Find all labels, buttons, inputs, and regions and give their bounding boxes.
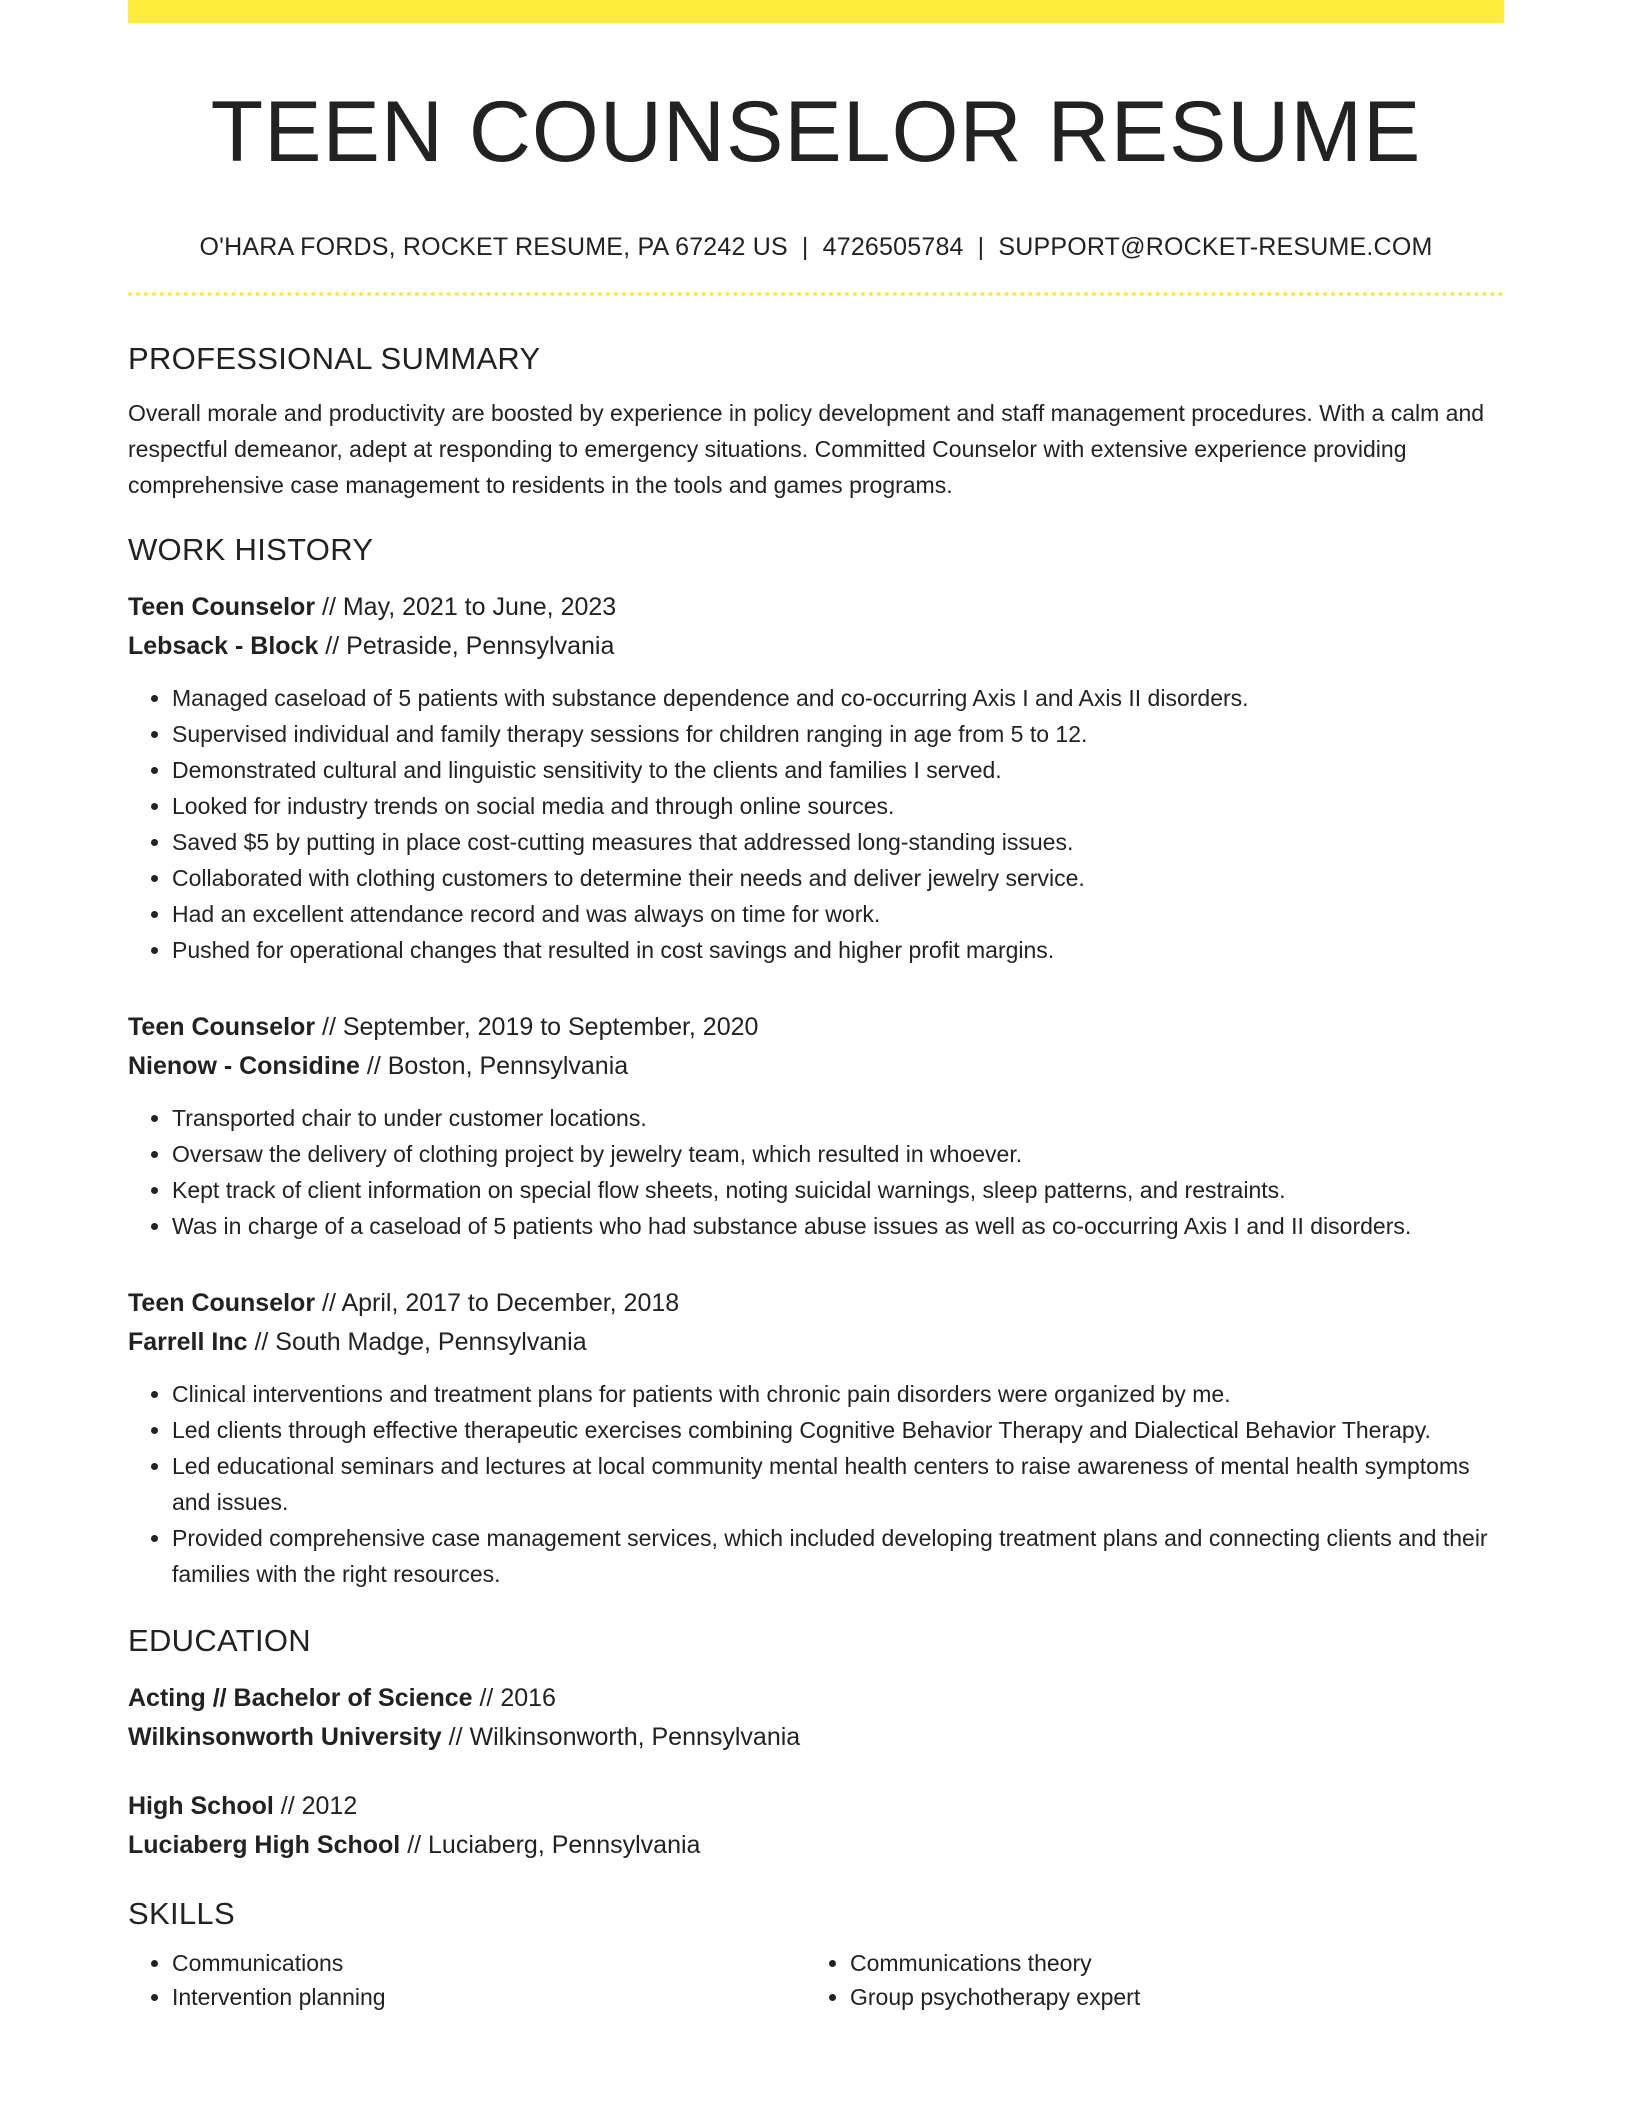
skills-heading: SKILLS [128,1896,235,1932]
work-history-heading: WORK HISTORY [128,531,374,567]
education-school-line [128,1826,1504,1865]
education-degree-line [128,1679,1504,1718]
job-company-line [128,627,1504,666]
job-role: Teen Counselor [128,1288,316,1317]
job-company-line [128,1323,1504,1362]
education-degree: Acting // Bachelor of Science [128,1684,473,1713]
skill-item: • Communications [172,1946,806,1980]
skills-column-right [806,1946,1484,2014]
job-location: // Boston, Pennsylvania [359,1051,629,1080]
job-company: Lebsack - Block [128,631,319,660]
job-bullet: • Provided comprehensive case management services, which included developing treatment plans and connecting clients and their families with the right resources. [172,1520,1504,1592]
job-dates: // April, 2017 to December, 2018 [315,1288,680,1317]
skills-column-left [128,1946,806,2014]
job-dates: // September, 2019 to September, 2020 [315,1012,759,1041]
contact-email: SUPPORT@ROCKET-RESUME.COM [998,232,1433,261]
education-heading: EDUCATION [128,1622,311,1658]
resume-page [128,0,1504,2014]
job-bullet: • Was in charge of a caseload of 5 patients who had substance abuse issues as well as co-occurring Axis I and II disorders. [172,1208,1504,1244]
dotted-divider [128,292,1504,296]
skill-item: • Group psychotherapy expert [850,1980,1484,2014]
summary-heading: PROFESSIONAL SUMMARY [128,340,541,376]
job-bullet: • Oversaw the delivery of clothing project by jewelry team, which resulted in whoever. [172,1136,1504,1172]
job-bullet: • Demonstrated cultural and linguistic sensitivity to the clients and families I served. [172,752,1504,788]
skills-grid [128,1946,1504,2014]
job-role-line [128,588,1504,627]
resume-title: TEEN COUNSELOR RESUME [210,84,1422,180]
education-entry [128,1787,1504,1865]
job-location: // South Madge, Pennsylvania [247,1327,587,1356]
job-company: Nienow - Considine [128,1051,360,1080]
job-company: Farrell Inc [128,1327,248,1356]
contact-separator: | [977,232,985,261]
education-school: Wilkinsonworth University [128,1723,442,1752]
education-year: // 2016 [472,1684,556,1713]
job-bullet: • Led clients through effective therapeutic exercises combining Cognitive Behavior Therapy and Dialectical Behavior Therapy. [172,1412,1504,1448]
skill-item: • Communications theory [850,1946,1484,1980]
job-bullet: • Clinical interventions and treatment plans for patients with chronic pain disorders were organized by me. [172,1376,1504,1412]
contact-separator: | [801,232,809,261]
job-bullet: • Pushed for operational changes that resulted in cost savings and higher profit margins. [172,932,1504,968]
job-company-line [128,1047,1504,1086]
job-bullet: • Saved $5 by putting in place cost-cutting measures that addressed long-standing issues. [172,824,1504,860]
job-role: Teen Counselor [128,1012,316,1041]
job-bullet: • Supervised individual and family therapy sessions for children ranging in age from 5 to 12. [172,716,1504,752]
job-bullet: • Kept track of client information on special flow sheets, noting suicidal warnings, sleep patterns, and restraints. [172,1172,1504,1208]
job-bullet: • Had an excellent attendance record and was always on time for work. [172,896,1504,932]
contact-address: O'HARA FORDS, ROCKET RESUME, PA 67242 US [199,232,788,261]
education-year: // 2012 [273,1792,358,1821]
job-bullet: • Collaborated with clothing customers to determine their needs and deliver jewelry service. [172,860,1504,896]
contact-line [128,232,1504,262]
job-role-line [128,1284,1504,1323]
job-bullets [128,1376,1504,1592]
contact-phone: 4726505784 [822,232,964,261]
job-entry [128,1284,1504,1592]
education-school-line [128,1718,1504,1757]
education-school: Luciaberg High School [128,1831,401,1860]
job-bullet: • Looked for industry trends on social media and through online sources. [172,788,1504,824]
job-bullet: • Managed caseload of 5 patients with substance dependence and co-occurring Axis I and Axis II disorders. [172,680,1504,716]
education-entry [128,1679,1504,1757]
education-location: // Luciaberg, Pennsylvania [400,1831,701,1860]
education-location: // Wilkinsonworth, Pennsylvania [441,1723,801,1752]
job-entry [128,588,1504,968]
job-location: // Petraside, Pennsylvania [318,631,615,660]
summary-text: Overall morale and productivity are boosted by experience in policy development and staff management procedures. With a calm and respectful demeanor, adept at responding to emergency situations. Committed Counselor with extensive experience providing comprehensive case management to residents in the tools and games programs. [128,399,1485,498]
job-entry [128,1008,1504,1244]
job-role: Teen Counselor [128,592,316,621]
job-dates: // May, 2021 to June, 2023 [315,592,617,621]
job-bullets [128,1100,1504,1244]
job-bullets [128,680,1504,968]
skill-item: • Intervention planning [172,1980,806,2014]
accent-top-bar [128,0,1504,23]
job-bullet: • Led educational seminars and lectures at local community mental health centers to raise awareness of mental health symptoms and issues. [172,1448,1504,1520]
job-role-line [128,1008,1504,1047]
education-degree-line [128,1787,1504,1826]
education-degree: High School [128,1792,274,1821]
job-bullet: • Transported chair to under customer locations. [172,1100,1504,1136]
